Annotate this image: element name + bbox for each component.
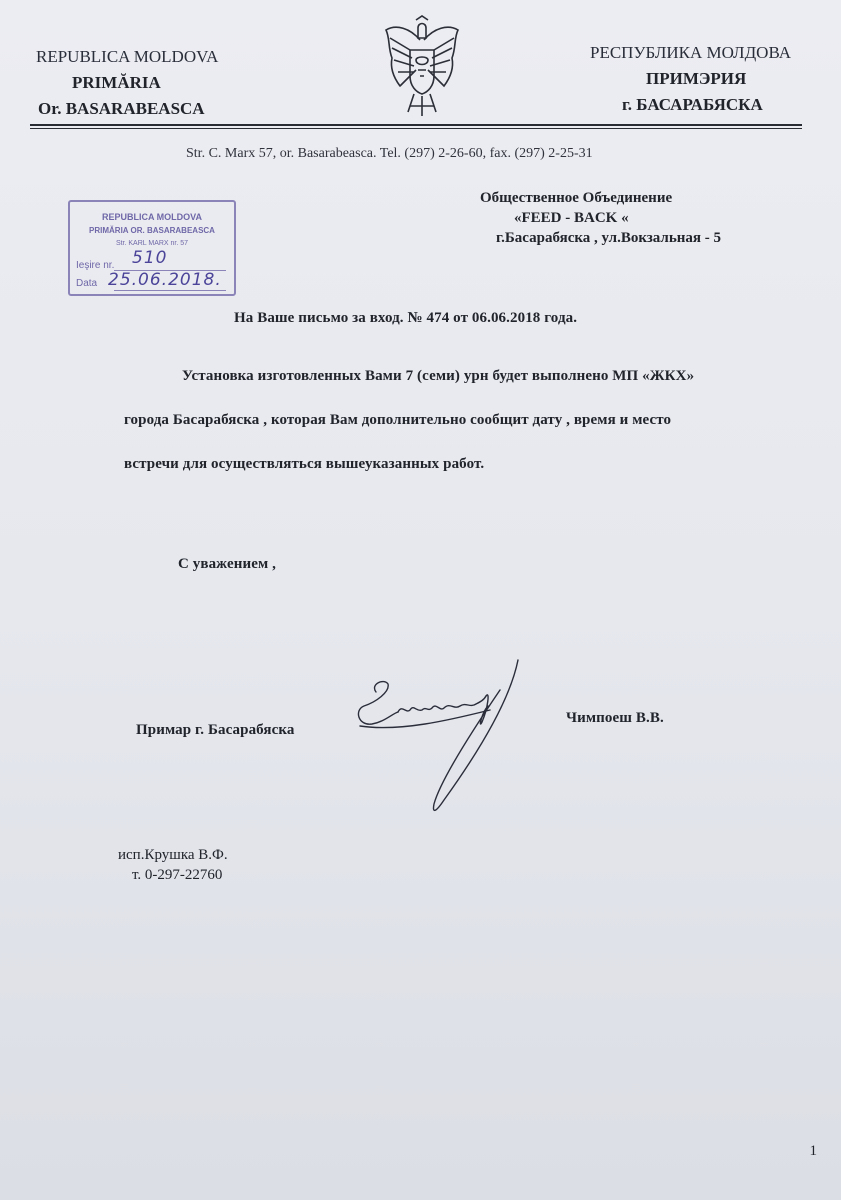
letterhead-right bbox=[590, 40, 810, 118]
executor-phone: т. 0-297-22760 bbox=[132, 867, 223, 883]
closing: С уважением , bbox=[178, 556, 276, 572]
body-line-2: города Басарабяска , которая Вам дополнительно сообщит дату , время и место bbox=[124, 412, 672, 428]
subject-line: На Ваше письмо за вход. № 474 от 06.06.2018 года. bbox=[234, 310, 578, 326]
stamp-date-value: 25.06.2018. bbox=[108, 270, 222, 290]
header-rule-thin bbox=[30, 128, 802, 129]
country-ro: REPUBLICA MOLDOVA bbox=[36, 47, 219, 66]
coat-of-arms-icon bbox=[380, 14, 464, 120]
city-ro: Or. BASARABEASCA bbox=[38, 99, 205, 118]
recipient-line-1: Общественное Объединение bbox=[480, 190, 673, 206]
recipient-line-2: «FEED - BACK « bbox=[514, 210, 629, 226]
stamp-number-label: Ieşire nr. bbox=[76, 260, 115, 271]
body-line-1: Установка изготовленных Вами 7 (семи) урн будет выполнено МП «ЖКХ» bbox=[182, 368, 695, 384]
executor-block bbox=[118, 845, 228, 885]
recipient-block bbox=[480, 188, 721, 248]
stamp-line-3: Str. KARL MARX nr. 57 bbox=[115, 240, 189, 247]
executor-name: исп.Крушка В.Ф. bbox=[118, 847, 228, 863]
header-rule bbox=[30, 124, 802, 126]
address-line: Str. C. Marx 57, or. Basarabeasca. Tel. (297) 2-26-60, fax. (297) 2-25-31 bbox=[186, 146, 593, 161]
recipient-line-3: г.Басарабяска , ул.Вокзальная - 5 bbox=[496, 230, 722, 246]
city-ru: г. БАСАРАБЯСКА bbox=[622, 95, 763, 114]
stamp-line-2: PRIMĂRIA OR. BASARABEASCA bbox=[89, 226, 215, 235]
page-number: 1 bbox=[809, 1143, 817, 1159]
stamp-date-label: Data bbox=[76, 278, 98, 289]
institution-ro: PRIMĂRIA bbox=[72, 73, 161, 92]
letterhead-left bbox=[36, 44, 256, 122]
handwritten-signature bbox=[340, 650, 540, 830]
signatory-title: Примар г. Басарабяска bbox=[136, 722, 295, 738]
stamp-number-value: 510 bbox=[132, 248, 168, 268]
outgoing-stamp bbox=[68, 200, 236, 296]
stamp-date-line bbox=[114, 290, 226, 291]
body-line-3: встречи для осуществляться вышеуказанных работ. bbox=[124, 456, 485, 472]
signatory-name: Чимпоеш В.В. bbox=[566, 710, 664, 726]
institution-ru: ПРИМЭРИЯ bbox=[646, 69, 747, 88]
country-ru: РЕСПУБЛИКА МОЛДОВА bbox=[590, 43, 791, 62]
stamp-line-1: REPUBLICA MOLDOVA bbox=[102, 212, 202, 222]
